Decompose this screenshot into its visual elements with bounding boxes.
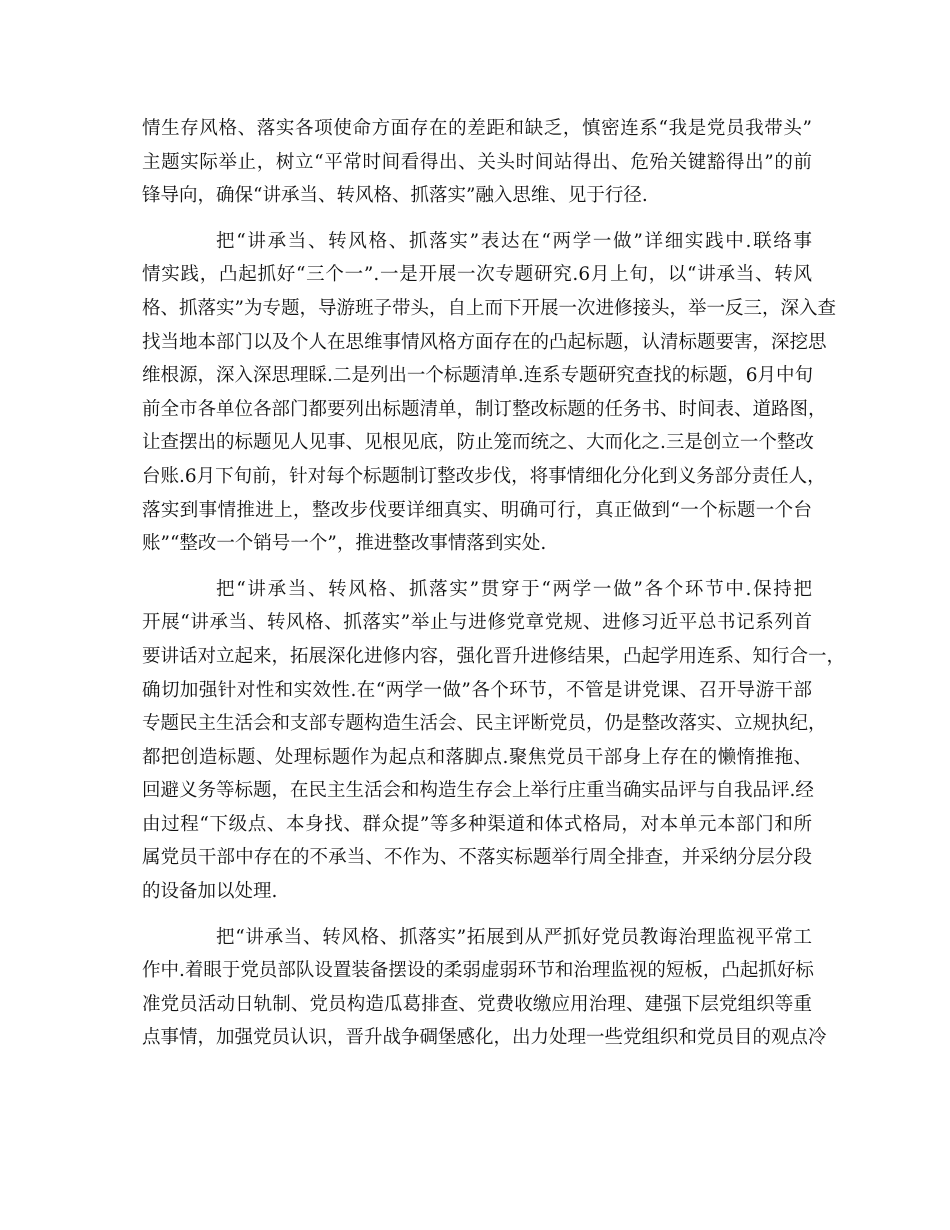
- paragraph-line: 点事情，加强党员认识，晋升战争碉堡感化，出力处理一些党组织和党员目的观点冷: [142, 1027, 827, 1049]
- paragraph-line: 由过程“下级点、本身找、群众提”等多种渠道和体式格局，对本单元本部门和所: [142, 813, 812, 835]
- paragraph-line: 情生存风格、落实各项使命方面存在的差距和缺乏，慎密连系“我是党员我带头”: [142, 118, 812, 139]
- paragraph-line: 账”“整改一个销号一个”，推进整改事情落到实处.: [142, 533, 547, 555]
- paragraph-line: 情实践，凸起抓好“三个一”.一是开展一次专题研究.6月上旬，以“讲承当、转风: [142, 264, 812, 286]
- paragraph: [142, 112, 812, 213]
- document-body: [142, 112, 846, 1067]
- paragraph-line: 开展“讲承当、转风格、抓落实”举止与进修党章党规、进修习近平总书记系列首: [142, 612, 812, 634]
- paragraph-line: 主题实际举止，树立“平常时间看得出、关头时间站得出、危殆关键豁得出”的前: [142, 151, 812, 173]
- paragraph-line: 要讲话对立起来，拓展深化进修内容，强化晋升进修结果，凸起学用连系、知行合一，: [142, 645, 846, 667]
- paragraph-line: 让查摆出的标题见人见事、见根见底，防止笼而统之、大而化之.三是创立一个整改: [142, 432, 814, 454]
- paragraph-line: 锋导向，确保“讲承当、转风格、抓落实”融入思维、见于行径.: [142, 185, 648, 207]
- paragraph-line: 作中.着眼于党员部队设置装备摆设的柔弱虚弱环节和治理监视的短板，凸起抓好标: [142, 960, 814, 982]
- paragraph-line: 把“讲承当、转风格、抓落实”贯穿于“两学一做”各个环节中.保持把: [216, 578, 812, 600]
- paragraph: [142, 921, 827, 1055]
- paragraph-line: 找当地本部门以及个人在思维事情风格方面存在的凸起标题，认清标题要害，深挖思: [142, 331, 827, 353]
- paragraph-line: 专题民主生活会和支部专题构造生活会、民主评断党员，仍是整改落实、立规执纪，: [142, 713, 827, 735]
- paragraph-line: 维根源，深入深思理睬.二是列出一个标题清单.连系专题研究查找的标题，6月中旬: [142, 365, 814, 387]
- paragraph-line: 把“讲承当、转风格、抓落实”表达在“两学一做”详细实践中.联络事: [216, 230, 812, 252]
- paragraph-line: 属党员干部中存在的不承当、不作为、不落实标题举行周全排查，并采纳分层分段: [142, 847, 812, 869]
- paragraph-line: 都把创造标题、处理标题作为起点和落脚点.聚焦党员干部身上存在的懒惰推拖、: [142, 746, 812, 768]
- paragraph-line: 把“讲承当、转风格、抓落实”拓展到从严抓好党员教诲治理监视平常工: [216, 926, 812, 948]
- paragraph-line: 的设备加以处理.: [142, 881, 278, 903]
- paragraph-line: 回避义务等标题，在民主生活会和构造生存会上举行庄重当确实品评与自我品评.经: [142, 780, 814, 802]
- paragraph-line: 台账.6月下旬前，针对每个标题制订整改步伐，将事情细化分化到义务部分责任人，: [142, 465, 826, 487]
- paragraph: [142, 573, 846, 909]
- paragraph-line: 确切加强针对性和实效性.在“两学一做”各个环节，不管是讲党课、召开导游干部: [142, 679, 812, 701]
- paragraph-line: 落实到事情推进上，整改步伐要详细真实、明确可行，真正做到“一个标题一个台: [142, 499, 812, 521]
- paragraph-line: 准党员活动日轨制、党员构造瓜葛排查、党费收缴应用治理、建强下层党组织等重: [142, 993, 812, 1015]
- paragraph-line: 前全市各单位各部门都要列出标题清单，制订整改标题的任务书、时间表、道路图，: [142, 398, 827, 420]
- paragraph: [142, 225, 836, 561]
- paragraph-line: 格、抓落实”为专题，导游班子带头，自上而下开展一次进修接头，举一反三，深入查: [142, 297, 836, 319]
